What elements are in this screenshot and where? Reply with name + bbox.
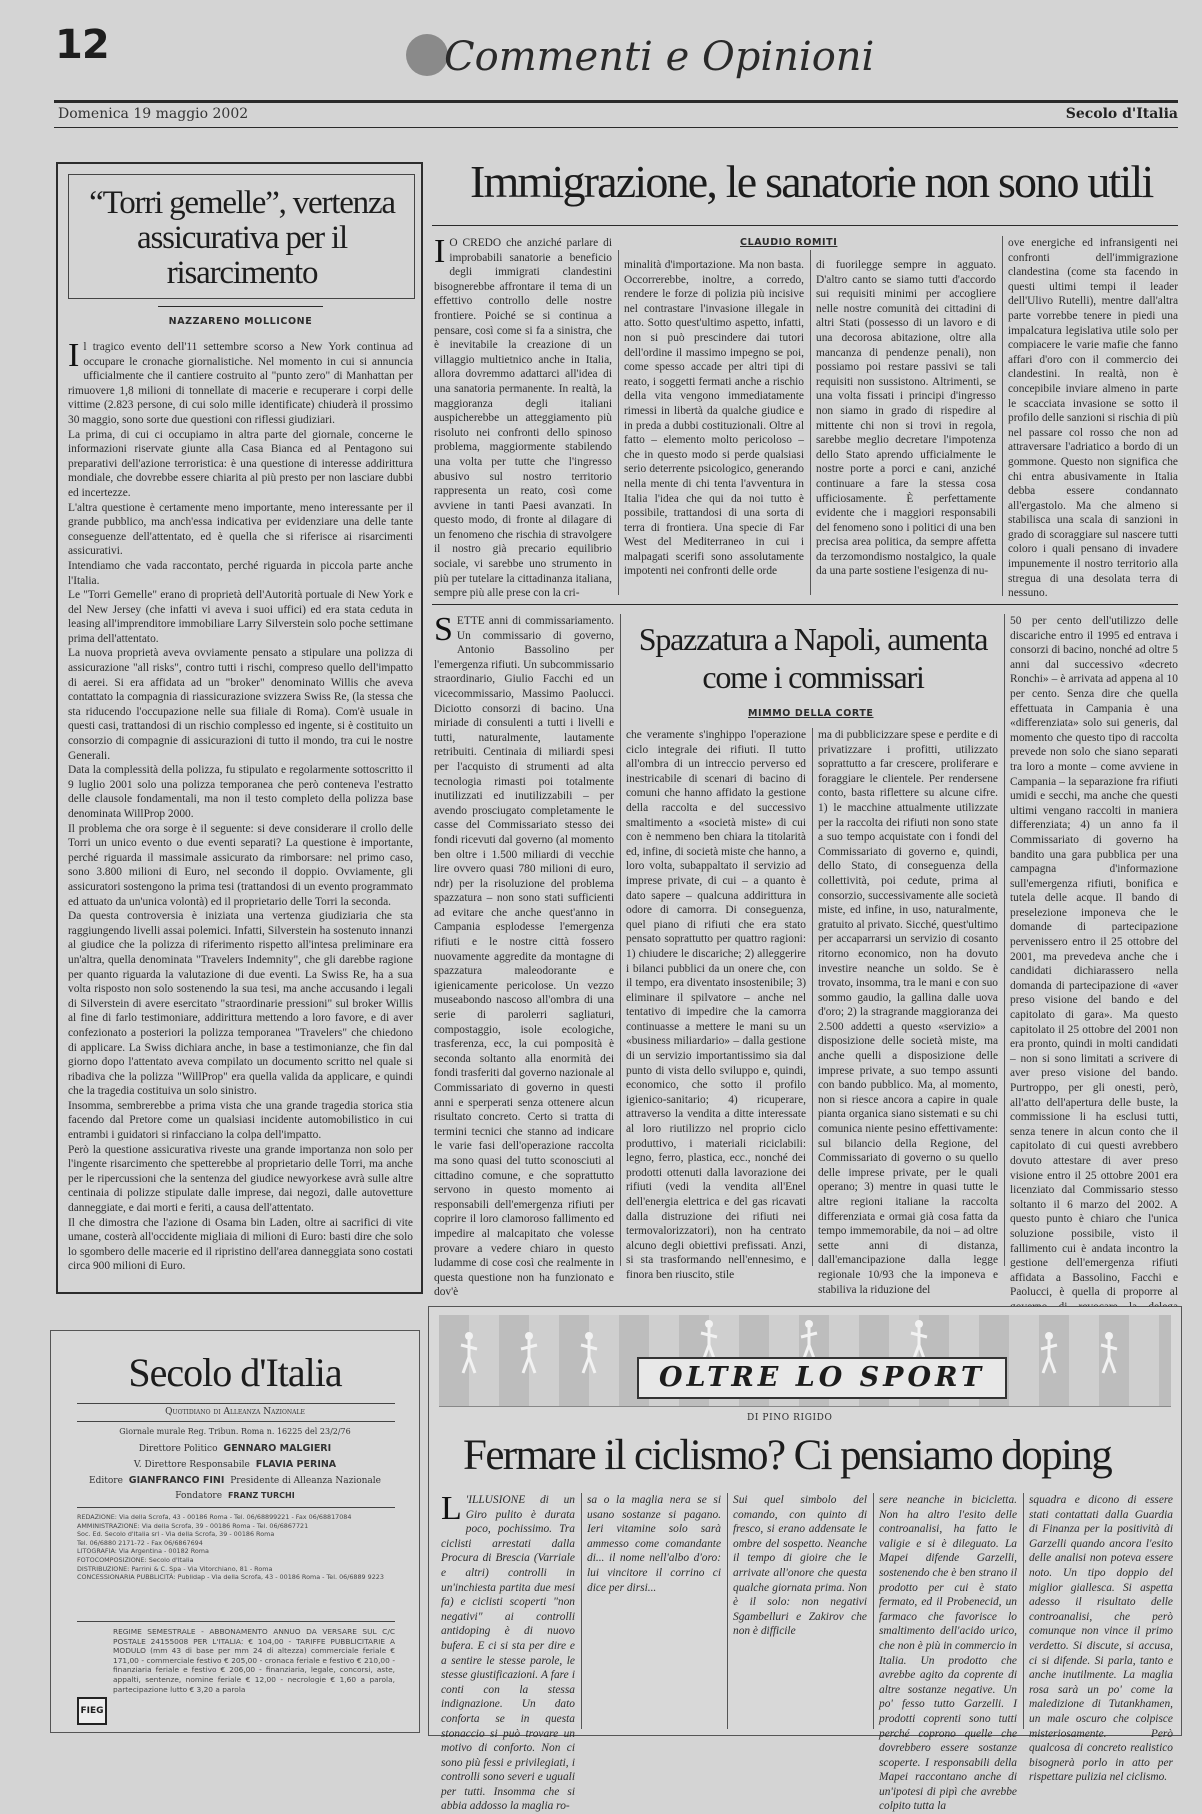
founder-name: FRANZ TURCHI: [227, 1491, 295, 1500]
section-title: [406, 34, 874, 80]
column-divider: [873, 1493, 874, 1729]
paragraph: squadra e dicono di essere stati contattati dalla Guardia di Finanza per la positività di Garzelli quando ancora l'esito delle analisi non poteva essere noto. Un tipo doppio del miglior giallesca. Si aspetta adesso il risultato delle controanalisi, che però comunque non vince il primo verdetto. Si discute, si accusa, ci si difende. Si parla, tanto e anche inutilmente. La maglia rosa sarà un po' come la maledizione di Tutankhamen, un male oscuro che colpisce misteriosamente. Però qualcosa di concreto realistico bisognerà porlo in atto per rispettare pulizia nel ciclismo.: [1029, 1494, 1173, 1784]
main-article-col-1: [434, 233, 612, 600]
main-article-col-2: [624, 258, 804, 596]
column-divider: [727, 1493, 728, 1729]
sport-box: [428, 1306, 1182, 1813]
masthead-vicedirector: [51, 1459, 419, 1470]
masthead-director: [51, 1443, 419, 1454]
masthead-registration: Giornale murale Reg. Tribun. Roma n. 16225 del 23/2/76: [119, 1427, 351, 1436]
paragraph: Insomma, sembrerebbe a prima vista che una grande tragedia storica stia facendo dal Pretore come un qualsiasi incidente automobilistico in cui entrambi i guidatori si rinfacciano la colpa dell'impatto.: [68, 1099, 413, 1142]
masthead-rule: [77, 1403, 395, 1404]
header-rule-lower: [54, 127, 1178, 128]
masthead-rule: [77, 1621, 395, 1622]
publisher-label: Editore: [89, 1476, 123, 1486]
sport-article-col-4: [879, 1493, 1017, 1813]
small-print-line: REDAZIONE: Via della Scrofa, 43 - 00186 Roma - Tel. 06/68899221 - Fax 06/68817084: [77, 1513, 352, 1521]
main-article-top-rule: [432, 225, 1178, 226]
paragraph: Però la questione assicurativa riveste una grande importanza non solo per l'ingente risarcimento che spetterebbe al proprietario delle Torri, ma anche per le ripercussioni che la sentenza del giudice newyorkese avrà sulle altre centinaia di polizze stipulate dalle imprese, dai negozi, dalle autovetture danneggiate, e dai morti e feriti, a causa dell'attentato.: [68, 1143, 413, 1215]
paragraph: Sui quel simbolo del comando, con quinto di fresco, si erano addensate le ombre del sospetto. Neanche il tempo di gioire che le arrivate all'onore che questa qualche giornata prima. Non è il solo: non negativi Sgambelluri e Zakirov che non è difficile: [733, 1494, 867, 1638]
column-divider: [1023, 1493, 1024, 1729]
napoli-article-author: MIMMO DELLA CORTE: [748, 708, 874, 719]
left-article-author: NAZZARENO MOLLICONE: [168, 316, 313, 327]
paragraph: 50 per cento dell'utilizzo delle discariche entro il 1995 ed entrava i consorzi di bacino, nonché ad oltre 5 anni dal successivo «decreto Ronchi» – è arrivata ad appena al 10 per cento. Senza dire che quella effettuata in Campania è una «differenziata» solo sui generis, dal momento che questo tipo di raccolta prevede non solo che siano separati tra loro a monte – come avviene in Campania – la separazione fra rifiuti umidi e secchi, ma anche che questi ultimi vengano raccolti in maniera differenziata; 4) un anno fa il Commissariato di governo ha bandito una gara pubblica per una campagna d'informazione sull'emergenza rifiuti, bonifica e tutela delle acque. Il bando di preselezione imponeva che le domande di partecipazione pervenissero entro il 25 ottobre del 2001, ma prevedeva anche che i candidati dichiarassero nella domanda di partecipazione di «aver preso visione del bando e del capitolato di gara». Ma questo capitolato il 25 ottobre del 2001 non era pronto, quindi in molti candidati – non si sono limitati a scrivere di aver preso visione del bando. Purtroppo, per gli onesti, però, all'atto dell'apertura delle buste, la commissione li ha esclusi tutti, senza tenere in alcun conto che il capitolato di cui questi avrebbero dovuto attestare di aver preso visione entro il 25 ottobre 2001 era licenziato dal Commissario stesso soltanto il 6 marzo del 2002. A questo punto è chiaro che l'unica soluzione possibile, visto il fallimento cui è andata incontro la gestione dell'emergenza rifiuti affidata a Bassolino, Facchi e Paolucci, è quella di proporre al: [1010, 615, 1178, 1299]
section-title-text: Commenti e Opinioni: [444, 34, 875, 80]
publisher-role: Presidente di Alleanza Nazionale: [230, 1476, 381, 1486]
main-article-col-4: [1008, 236, 1178, 600]
column-divider: [812, 728, 813, 1266]
napoli-article-col-4: [1010, 614, 1178, 1299]
dateline: Domenica 19 maggio 2002: [58, 106, 249, 122]
founder-label: Fondatore: [175, 1491, 223, 1501]
paragraph: Da questa controversia è iniziata una vertenza giudiziaria che sta raggiungendo livelli assai polemici. Infatti, Silverstein ha sostenuto innanzi al giudice che la polizza di riferimento rispetto all'intesa preliminare era un'altra, quella denominata "Travelers Indemnity", che gli darebbe ragione per quanto riguarda la valutazione di due eventi. La Swiss Re, ha a sua volta risposto non solo sostenendo la sua tesi, ma anche accusando i legali di Silverstein di avere esercitato "straordinarie pressioni" sul broker Willis al fine di farlo testimoniare, addirittura mettendo a loro favore, e di aver confezionato a posteriori la polizza temporanea "Travelers" che chiedono di applicare. La Swiss dichiara anche, in base a testimonianze, che fin dal giorno dopo l'attentato aveva compilato un documento scritto nel quale si ribadiva che la polizza "WillProp" era quella valida da applicare, e quindi che la tragedia costituiva un solo sinistro.: [68, 910, 413, 1098]
paragraph: 'ILLUSIONE di un Giro pulito è durata poco, pochissimo. Tra ciclisti arrestati dalla Procura di Brescia (Varriale e altri) controlli in un'inchiesta partita due mesi fa) e ciclisti scoperti "non negativi" ai controlli antidoping è di nuovo bufera. E ci si sta per dire e a sentire le stesse parole, le stesse giustificazioni. A fare i conti con la stessa indignazione. Un dato conforta se in questa stonaccio si può trovare un motivo di conforto. Non ci sono più fessi e privilegiati, i controlli sono severi e uguali per tutti. Insomma che si abbia addosso la maglia ro-: [441, 1494, 575, 1813]
paragraph: che veramente s'inghippo l'operazione ciclo integrale dei rifiuti. Il tutto all'ombra di un intreccio perverso ed inestricabile di scenari di bacino di comuni che hanno affidato la gestione della raccolta e del successivo smaltimento a «società miste» di cui con è nemmeno ben chiara la titolarità ed, infine, di società miste che hanno, a loro volta, subappaltato il servizio ad imprese private, di cui – a quanto è dato sapere – qualcuna addirittura in odore di camorra. Di conseguenza, quel piano di rifiuti che era stato pensato soprattutto per quattro ragioni: 1) chiudere le discariche; 2) alleggerire i bilanci pubblici da un onere che, con il tempo, era diventato insostenibile; 3) eliminare il spilvatore – anche nel tentativo di impedire che la camorra continuasse a mettere le mani su un «business miliardario» – dalla gestione di un servizio importantissimo sia dal punto di vista dello sviluppo e, quindi, economico, che sotto il profilo igienico-sanitario; 4) ricuperare, attraverso la vendita a ditte interessate al loro riutilizzo nel proprio ciclo produttivo, i materiali riciclabili: legno, ferro, plastica, ecc., nonché dei prodotti ottenuti dalla lavorazione dei rifiuti (vedi la vendita all'Enel dell'energia elettrica e del gas ricavati dalla distruzione dei rifiuti nei termovalorizzatori), non ha centrato alcuno degli obiettivi prefissati. Anzi, si sta trasformando nell'ennesimo, e finora ben riuscito, stile: [626, 729, 806, 1281]
athlete-silhouette-icon: [459, 1331, 479, 1375]
fieg-logo: FIEG: [77, 1697, 107, 1725]
paragraph: O CREDO che anziché parlare di improbabili sanatorie a beneficio degli immigrati clandestini bisognerebbe affrontare il tema di un effettivo controllo delle nostre frontiere. Poiché se si continua a pensare, così come si fa a sinistra, che è inevitabile la creazione di un villaggio multietnico anche in Italia, allora dovremmo adattarci all'idea di una sanatoria permanente. In realtà, la maggioranza degli italiani auspicherebbe un atteggiamento più risoluto nei confronti dello spinoso problema, maggiormente stabilendo una volta per tutte che l'ingresso abusivo sul nostro territorio rappresenta un reato, così come avviene in tanti Paesi avanzati. In questo modo, di fronte al dilagare di un fenomeno che rischia di stravolgere il nostro già precario equilibrio sociale, vi sarebbe uno strumento in più per tutelare la cittadinanza italiana, sempre più alle prese con la cri-: [434, 237, 612, 600]
masthead-subscriptions: REGIME SEMESTRALE - ABBONAMENTO ANNUO DA VERSARE SUL C/C POSTALE 24155008 PER L'ITALIA: € 104,00 - TARIFFE PUBBLICITARIE A MODULO (mm 43 di base per mm 24 di altezza) commerciale feriale € 171,00 - commerciale festivo € 205,00 - cronaca feriale e festivo € 210,00 - finanziaria feriale e festivo € 206,00 - finanziaria, legale, concorsi, aste, appalti, sentenze, nomine feriale € 12,00 - necrologie € 1,60 a parola, partecipazione lutto € 3,20 a parola: [113, 1627, 395, 1694]
left-article-title-rule: [158, 306, 323, 307]
column-divider: [618, 250, 619, 595]
paragraph: l tragico evento dell'11 settembre scorso a New York continua ad occupare le cronache giornalistiche. Nel momento in cui si annuncia ufficialmente che il cantiere costruito al "punto zero" di Manhattan per rimuovere 1,8 milioni di tonnellate di macerie e recuperare i corpi delle vittime (2.823 persone, di cui solo mille identificate) chiuderà il prossimo 30 maggio, sono sorte due questioni con riflessi giudiziari.: [68, 341, 413, 426]
main-article-dropcap: I: [434, 233, 446, 270]
main-article-author: CLAUDIO ROMITI: [740, 237, 838, 248]
director-name: GENNARO MALGIERI: [223, 1443, 332, 1454]
small-print-line: DISTRIBUZIONE: Parrini & C. Spa - Via Vitorchiano, 81 - Roma: [77, 1564, 273, 1573]
paragraph: Il che dimostra che l'azione di Osama bin Laden, oltre ai sacrifici di vite umane, costerà all'occidente migliaia di milioni di Euro: basti dire che solo lo sgombero delle macerie ed il ripristino dell'area danneggiata sono costati circa 900 milioni di Euro.: [68, 1216, 413, 1273]
main-article-col-3: [816, 258, 996, 596]
sport-banner-label: OLTRE LO SPORT: [637, 1357, 1007, 1399]
header-rule: [54, 100, 1178, 103]
paragraph: Data la complessità della polizza, fu stipulato e regolarmente sottoscritto il 9 luglio 2001 solo una polizza temporanea che però conteneva l'estratto delle clausole fondamentali, ma non il testo completo della polizza base denominata WillProp 2000.: [68, 764, 413, 820]
sport-article-col-1: [441, 1490, 575, 1813]
paragraph: ETTE anni di commissariamento. Un commissario di governo, Antonio Bassolino per l'emergenza rifiuti. Un subcommissario straordinario, Giulio Facchi ed un vicecommissario, Massimo Paolucci. Diciotto consorzi di bacino. Una miriade di consulenti a tutti i livelli e tutti, naturalmente, lautamente retribuiti. Centinaia di miliardi spesi per l'acquisto di strumenti ad alta tecnologia rimasti poi totalmente inutilizzati ed inutilizzabili – per avendo prosciugato completamente le casse del Commissariato stesso dei fondi ricevuti dal governo (al momento ben oltre i 1.500 miliardi di vecchie lire ovvero quasi 780 milioni di euro, ndr) per la risoluzione del problema spazzatura – non sono stati sufficienti ad evitare che anche quest'anno in Campania esplodesse l'emergenza rifiuti e le nostre città fossero nuovamente aggredite da montagne di spazzatura maleodorante e igienicamente pericolose. Un vezzo museabondo nascoso all'ombra di una serie di parolerri sagliaturi, compostaggio, isole ecologiche, trasferenza, ecc, la cui pomposità è seconda soltanto alla enormità dei fondi trasferiti dal governo nazionale al Commissariato di governo in questi anni e sperperati senza ottenere alcun risultato concreto. Certo si tratta di termini tecnici che stanno ad indicare le varie fasi dell'operazione raccolta ma sono quasi del tutto sconosciuti al cittadino comune, e che soprattutto servono in questo momento ai responsabili dell'emergenza rifiuti per coprire il loro clamoroso fallimento ed impedire al malcapitato che volesse provare a vedere chiaro in questo ludamme di cose così che realmente in questa questione non ha funzionato e dov'è: [434, 615, 614, 1299]
publisher-name: GIANFRANCO FINI: [128, 1475, 225, 1486]
masthead-box: [50, 1330, 420, 1733]
left-article-body: [68, 337, 413, 1288]
small-print-line: Soc. Ed. Secolo d'Italia srl - Via della Scrofa, 39 - 00186 Roma: [77, 1530, 275, 1539]
athlete-silhouette-icon: [1039, 1331, 1059, 1375]
napoli-article-col-1: [434, 611, 614, 1299]
vicedirector-name: FLAVIA PERINA: [255, 1459, 337, 1470]
masthead-publisher: [51, 1475, 419, 1486]
athlete-silhouette-icon: [1099, 1331, 1119, 1375]
masthead-title: Secolo d'Italia: [128, 1350, 342, 1395]
sport-article-title: Fermare il ciclismo? Ci pensiamo doping: [463, 1432, 1112, 1479]
column-divider: [1004, 614, 1005, 1266]
athlete-silhouette-icon: [519, 1331, 539, 1375]
sport-article-col-2: [587, 1493, 721, 1729]
masthead-subtitle: Quotidiano di Alleanza Nazionale: [165, 1407, 305, 1417]
napoli-article-col-3: [818, 728, 998, 1296]
masthead-founder: [51, 1491, 419, 1501]
paragraph: ove energiche ed infransigenti nei confronti dell'immigrazione clandestina (come sta facendo in questi ultimi tempi il leader dell'Ulivo Rutelli), mentre dall'altra parte vorrebbe tenere in piedi una impalcatura legislativa utile solo per compiacere le varie mafie che fanno affari d'oro con il commercio dei clandestini. In realtà, non è concepibile inviare almeno in parte le scacciata invasione se sotto il profilo delle sanzioni si rischia di più nel passare col rosso che non ad attraversare l'adriatico a bordo di un gommone. Questo non significa che chi entra abusivamente in Italia debba essere condannato all'ergastolo. Ma che almeno si stabilisca una scala di sanzioni in grado di scoraggiare sul nascere tutti coloro i quali pensano di invadere impunemente il nostro territorio alla stregua di una desolata terra di nessuno.: [1008, 237, 1178, 600]
paragraph: di fuorilegge sempre in agguato. D'altro canto se siamo tutti d'accordo sui requisiti minimi per accogliere nelle nostre comunità dei cittadini di altri Stati (possesso di un lavoro e di una decorosa abitazione, oltre alla mancanza di pendenze penali), non possiamo poi restare passivi se tali requisiti non sussistono. Altrimenti, se una volta fissati i principi d'ingresso non siamo in grado di rispedire al mittente chi non si trovi in regola, sarebbe meglio decretare l'impotenza dello Stato aprendo ufficialmente le nostre porte a porci e cani, anziché continuare a fare la stessa cosa ufficiosamente. È perfettamente evidente che i maggiori responsabili del fenomeno sono i politici di una ben precisa area politica, da sempre affetta da terzomondismo nostalgico, la quale da una parte sostiene l'esigenza di nu-: [816, 259, 996, 578]
napoli-article-title-text: Spazzatura a Napoli, aumenta come i commissari: [638, 621, 988, 695]
paragraph: Le "Torri Gemelle" erano di proprietà dell'Autorità portuale di New York e del New Jersey (che infatti vi aveva i suoi uffici) ed era stata ceduta in leasing all'imprenditore immobiliare Larry Silverstein solo poche settimane prima dell'attentato.: [68, 589, 413, 645]
main-article-title: Immigrazione, le sanatorie non sono utili: [470, 156, 1153, 207]
section-title-ornament: [406, 34, 448, 76]
sport-article-col-3: [733, 1493, 867, 1729]
small-print-line: CONCESSIONARIA PUBBLICITÀ: Publidap - Via della Scrofa, 43 - 00186 Roma - Tel. 06/6889 9223: [77, 1573, 384, 1582]
paragraph: sere neanche in bicicletta. Non ha altro l'esito delle controanalisi, ha fatto le valigie e si è dileguato. La Mapei difende Garzelli, sostenendo che è ben strano il prodotto per cui è stato fermato, ed il Probenecid, un farmaco che favorisce lo smaltimento dell'acido urico, che non è più in commercio in Italia. Un prodotto che avrebbe agito da coprente di altre sostanze negative. Un po' fesso tutto Garzelli. I prodotti coprenti sono tutti perché coprono quelle che dovrebbero essere sostanze scoperte. I responsabili della Mapei raccontano anche di un'ipotesi di pipì che avrebbe colpito tutta la: [879, 1494, 1017, 1813]
sport-article-author: DI PINO RIGIDO: [747, 1413, 833, 1423]
paragraph: minalità d'importazione. Ma non basta. Occorrerebbe, inoltre, a corredo, rendere le forze di polizia più incisive nel contrastare l'invasione illegale in atto. Sotto quest'ultimo aspetto, infatti, non si può prescindere dai tutori dell'ordine il massimo impegno se poi, come spesso accade per altri tipi di reato, i soggetti fermati anche a rischio della vita vengono immediatamente rimessi in libertà da qualche giudice e in preda a dubbi costituzionali. Oltre al fatto – elemento molto pericoloso – che in questo modo si perde qualsiasi serio deterrente psicologico, generando nella mente di chi tenta l'avventura in Italia l'idea che qui da noi tutto è possibile, trattandosi di una sorta di terra di frontiera. Una specie di Far West del Mediterraneo in cui i malpagati scerifi sono assolutamente impotenti nei confronti delle orde: [624, 259, 804, 578]
left-article-box: [56, 162, 423, 1294]
left-article-dropcap: I: [68, 337, 80, 374]
paragraph: L'altra questione è certamente meno importante, meno interessante per il grande pubblico, ma anch'essa indicativa per evidenziare una delle tante conseguenze dell'attentato, ed è quella che si riferisce ai risarcimenti assicurativi.: [68, 501, 413, 558]
main-article-bottom-rule: [432, 604, 1178, 605]
vicedirector-label: V. Direttore Responsabile: [133, 1460, 250, 1470]
paragraph: ma di pubblicizzare spese e perdite e di privatizzare i profitti, utilizzato soprattutto a far crescere, proliferare e foraggiare le clientele. Per rendersene conto, basta riflettere su alcune cifre. 1) le macchine attualmente utilizzate per la raccolta dei rifiuti non sono state a suo tempo acquistate con i fondi del Commissariato di governo e, quindi, dello Stato, di conseguenza della collettività, poi cedute, prima al consorzio, successivamente alle società miste, ed infine, in uso, naturalmente, gratuito al privato. Sicché, quest'ultimo per accaparrarsi un servizio di cosanto ritorno economico, non ha dovuto investire neanche un soldo. Se è trovato, insomma, tra le mani e con suo sommo gaudio, la gallina dalle uova d'oro; 2) la stragrande maggioranza dei 2.500 addetti a questo «servizio» a disposizione delle società miste, ma anche quelli a disposizione delle imprese private, a suo tempo assunti con bando pubblico. Ma, al momento, non si riesce ancora a capire in quale pianta organica siano sistemati e su chi comunica niente pesino effettivamente: sul bilancio della Regione, del Commissariato di governo o su quello delle imprese private, per le quali operano; 3) mentre in quasi tutte le altre regioni italiane la raccolta differenziata e ormai già cosa fatta da tempo immemorabile, da noi – ad oltre sette anni di distanza, dall'emancipazione dalla legge regionale 10/93 che la imponeva e stabiliva la riduzione del: [818, 729, 998, 1296]
small-print-line: LITOGRAFIA: Via Argentina - 00182 Roma: [77, 1547, 209, 1556]
masthead-rule: [77, 1507, 395, 1508]
paragraph: La prima, di cui ci occupiamo in altra parte del giornale, concerne le informazioni riservate giunte alla Casa Bianca ed al Pentagono sui preparativi dell'azione terroristica: è una questione di interesse addirittura mondiale, che dovrebbe essere chiarita al più presto per non lasciare dubbi ed incertezze.: [68, 428, 413, 499]
paragraph: La nuova proprietà aveva ovviamente pensato a stipulare una polizza di assicurazione "all risks", contro tutti i rischi, compreso quello dell'impatto di aerei. Si era affidata ad un "broker" denominato Willis che aveva contattato la compagnia di riassicurazione svizzera Swiss Re, (la stessa che sta riducendo l'occupazione nelle sua filiale di Roma). Com'è usuale in questi casi, trattandosi di un rischio complesso ed ingente, si è costituito un consorzio di compagnie di assicurazioni di tutto il mondo, tra cui le nostre Generali.: [68, 647, 413, 762]
column-divider: [1002, 236, 1003, 596]
page-number: 12: [55, 22, 109, 68]
small-print-line: FOTOCOMPOSIZIONE: Secolo d'Italia: [77, 1555, 194, 1564]
left-article-title: “Torri gemelle”, vertenza assicurativa per il risarcimento: [89, 185, 395, 291]
napoli-article-col-2: [626, 728, 806, 1281]
small-print-line: Tel. 06/6880 2171-72 - Fax 06/6867694: [77, 1538, 203, 1547]
paragraph: Intendiamo che vada raccontato, perché riguarda in piccola parte anche l'Italia.: [68, 559, 413, 587]
sport-article-col-5: [1029, 1493, 1173, 1784]
masthead-small-print: [77, 1513, 395, 1582]
napoli-article-title: [626, 620, 1000, 696]
athlete-silhouette-icon: [579, 1331, 599, 1375]
napoli-article-dropcap: S: [434, 611, 453, 648]
paragraph: sa o la maglia nera se si usano sostanze si pagano. Ieri vitamine solo sarà ammesso come comandante di... il nome nell'albo d'oro: lui vincitore il corrino ci dice per dirsi...: [587, 1494, 721, 1594]
column-divider: [581, 1493, 582, 1729]
small-print-line: AMMINISTRAZIONE: Via della Scrofa, 39 - 00186 Roma - Tel. 06/6867721: [77, 1521, 309, 1530]
director-label: Direttore Politico: [138, 1444, 218, 1454]
paragraph: Il problema che ora sorge è il seguente: si deve considerare il crollo delle Torri un unico evento o due eventi separati? La questione è importante, perché riguarda il massimale assicurato da rimborsare: nel primo caso, sono 3.800 milioni di Euro, nel secondo il doppio. Ovviamente, gli assicuratori sostengono la prima tesi (trattandosi di un evento programmato ed attuato da un'unica volontà) ed il proprietario delle Torri la seconda.: [68, 822, 413, 908]
header-masthead: Secolo d'Italia: [1065, 106, 1178, 122]
sport-article-dropcap: L: [441, 1490, 462, 1527]
column-divider: [810, 250, 811, 595]
column-divider: [620, 614, 621, 1266]
masthead-rule: [77, 1421, 395, 1422]
sport-banner: [439, 1315, 1171, 1407]
